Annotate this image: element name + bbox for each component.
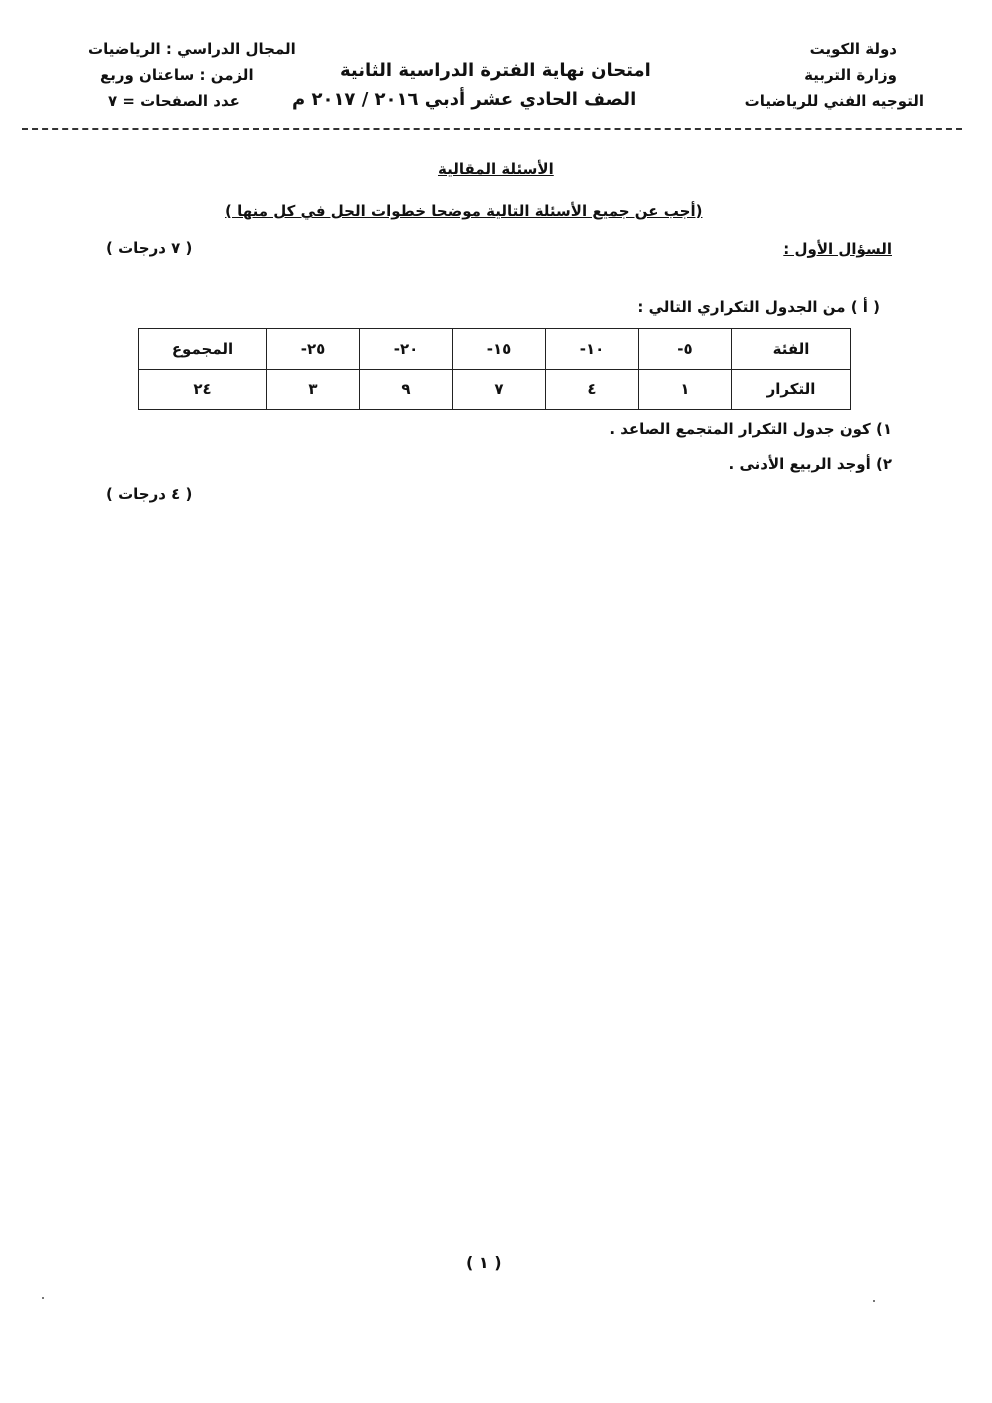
question-1-item-2: ٢) أوجد الربيع الأدنى . xyxy=(728,455,892,473)
table-header-cell: ٢٠- xyxy=(360,329,453,370)
scan-speck xyxy=(42,1297,44,1299)
header-country: دولة الكويت xyxy=(809,40,897,58)
section-instruction: (أجب عن جميع الأسئلة التالية موضحا خطوات الحل في كل منها ) xyxy=(225,202,703,220)
header-subject: المجال الدراسي : الرياضيات xyxy=(88,40,296,58)
table-cell: التكرار xyxy=(732,369,851,410)
table-cell: ٧ xyxy=(453,369,546,410)
part-a-prompt: ( أ ) من الجدول التكراري التالي : xyxy=(637,298,880,316)
exam-grade-year: الصف الحادي عشر أدبي ٢٠١٦ / ٢٠١٧ م xyxy=(292,89,637,110)
table-cell: ١ xyxy=(639,369,732,410)
question-1-marks: ( ٧ درجات ) xyxy=(106,239,193,257)
header-department: التوجيه الفني للرياضيات xyxy=(744,92,924,110)
scan-speck xyxy=(873,1300,875,1302)
table-cell: ٩ xyxy=(360,369,453,410)
table-cell: ٢٤ xyxy=(139,369,267,410)
question-1-label: السؤال الأول : xyxy=(783,240,892,258)
question-1-item-1: ١) كون جدول التكرار المتجمع الصاعد . xyxy=(609,420,892,438)
header-page-count: عدد الصفحات = ٧ xyxy=(108,92,240,110)
table-header-cell: ١٥- xyxy=(453,329,546,370)
table-cell: ٣ xyxy=(267,369,360,410)
table-header-cell: ٥- xyxy=(639,329,732,370)
table-header-cell: ٢٥- xyxy=(267,329,360,370)
item-marks: ( ٤ درجات ) xyxy=(106,485,193,503)
exam-title: امتحان نهاية الفترة الدراسية الثانية xyxy=(340,60,651,81)
header-ministry: وزارة التربية xyxy=(804,66,897,84)
header-duration: الزمن : ساعتان وربع xyxy=(100,66,254,84)
table-cell: ٤ xyxy=(546,369,639,410)
section-title: الأسئلة المقالية xyxy=(438,160,554,178)
table-header-cell: الفئة xyxy=(732,329,851,370)
table-row xyxy=(139,329,851,370)
table-row xyxy=(139,369,851,410)
header-divider xyxy=(22,128,962,130)
table-header-cell: المجموع xyxy=(139,329,267,370)
page-number: ( ١ ) xyxy=(466,1253,502,1272)
table-header-cell: ١٠- xyxy=(546,329,639,370)
frequency-table xyxy=(138,328,851,410)
